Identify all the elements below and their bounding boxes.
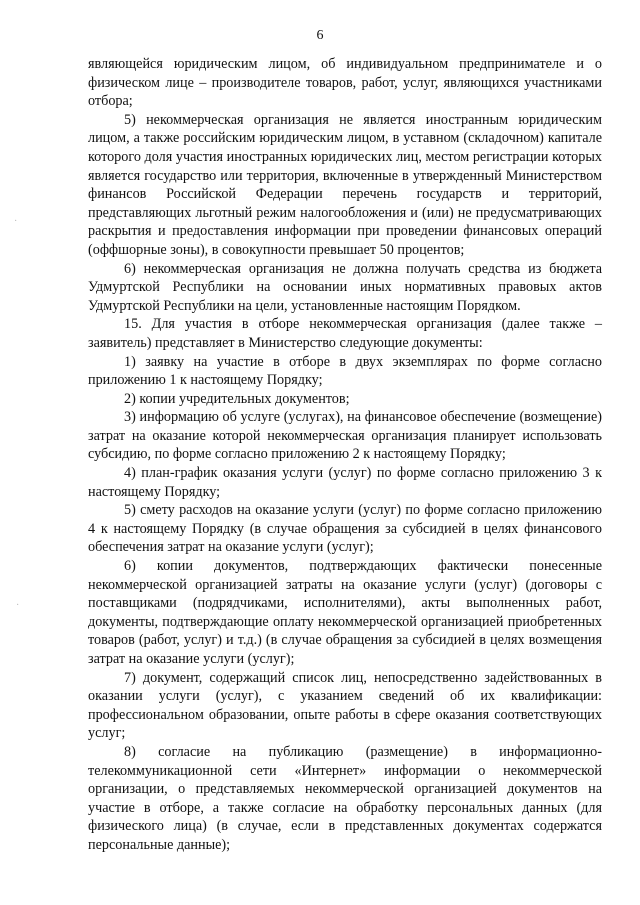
paragraph-doc-5: 5) смету расходов на оказание услуги (услуг) по форме согласно приложению 4 к настоящему Порядку (в случае обращения за субсидией в целях финансового обеспечения затрат на оказание услуги (услуг); [88, 502, 602, 556]
scan-mark: · [14, 216, 18, 227]
scan-mark: · [16, 600, 20, 611]
paragraph-doc-4: 4) план-график оказания услуги (услуг) по форме согласно приложению 3 к настоящему Порядку; [88, 465, 602, 500]
paragraph-item-5: 5) некоммерческая организация не является иностранным юридическим лицом, а также российским юридическим лицом, в уставном (складочном) капитале которого доля участия иностранных юридических лиц, местом регистрации которых является государство или территория, включенные в утвержденный Министерством финансов Российской Федерации перечень государств и территорий, представляющих льготный режим налогообложения и (или) не предусматривающих раскрытия и предоставления информации при проведении финансовых операций (оффшорные зоны), в совокупности превышает 50 процентов; [88, 111, 602, 258]
paragraph-doc-6: 6) копии документов, подтверждающих фактически понесенные некоммерческой организацией затраты на оказание услуги (услуг) (договоры с поставщиками (подрядчиками, исполнителями), акты выполненных работ, документы, подтверждающие оплату некоммерческой организацией приобретенных товаров (работ, услуг) и т.д.) (в случае обращения за субсидией в целях возмещения затрат на оказание услуги (услуг); [88, 558, 602, 667]
paragraph-doc-2: 2) копии учредительных документов; [124, 390, 350, 407]
paragraph-section-15: 15. Для участия в отборе некоммерческая организация (далее также – заявитель) представляет в Министерство следующие документы: [88, 316, 602, 351]
page-number: 6 [316, 28, 324, 43]
paragraph-doc-7: 7) документ, содержащий список лиц, непосредственно задействованных в оказании услуги (услуг), с указанием сведений об их квалификации: профессиональном образовании, опыте работы в сфере оказания соответствующих услуг; [88, 669, 602, 742]
paragraph-continuation: являющейся юридическим лицом, об индивидуальном предпринимателе и о физическом лице – производителе товаров, работ, услуг, являющихся участниками отбора; [88, 56, 602, 110]
paragraph-doc-8: 8) согласие на публикацию (размещение) в информационно-телекоммуникационной сети «Интернет» информации о некоммерческой организации, о представляемых некоммерческой организацией документов на участие в отборе, а также согласие на обработку персональных данных (для физического лица) (в случае, если в представленных документах содержатся персональные данные); [88, 743, 602, 853]
document-body [88, 55, 602, 855]
paragraph-doc-3: 3) информацию об услуге (услугах), на финансовое обеспечение (возмещение) затрат на оказание которой некоммерческая организация планирует использовать субсидию, по форме согласно приложению 2 к настоящему Порядку; [88, 409, 602, 463]
paragraph-doc-1: 1) заявку на участие в отборе в двух экземплярах по форме согласно приложению 1 к настоящему Порядку; [88, 353, 602, 389]
paragraph-item-6: 6) некоммерческая организация не должна получать средства из бюджета Удмуртской Республики на основании иных нормативных правовых актов Удмуртской Республики на цели, установленные настоящим Порядком. [88, 260, 602, 314]
